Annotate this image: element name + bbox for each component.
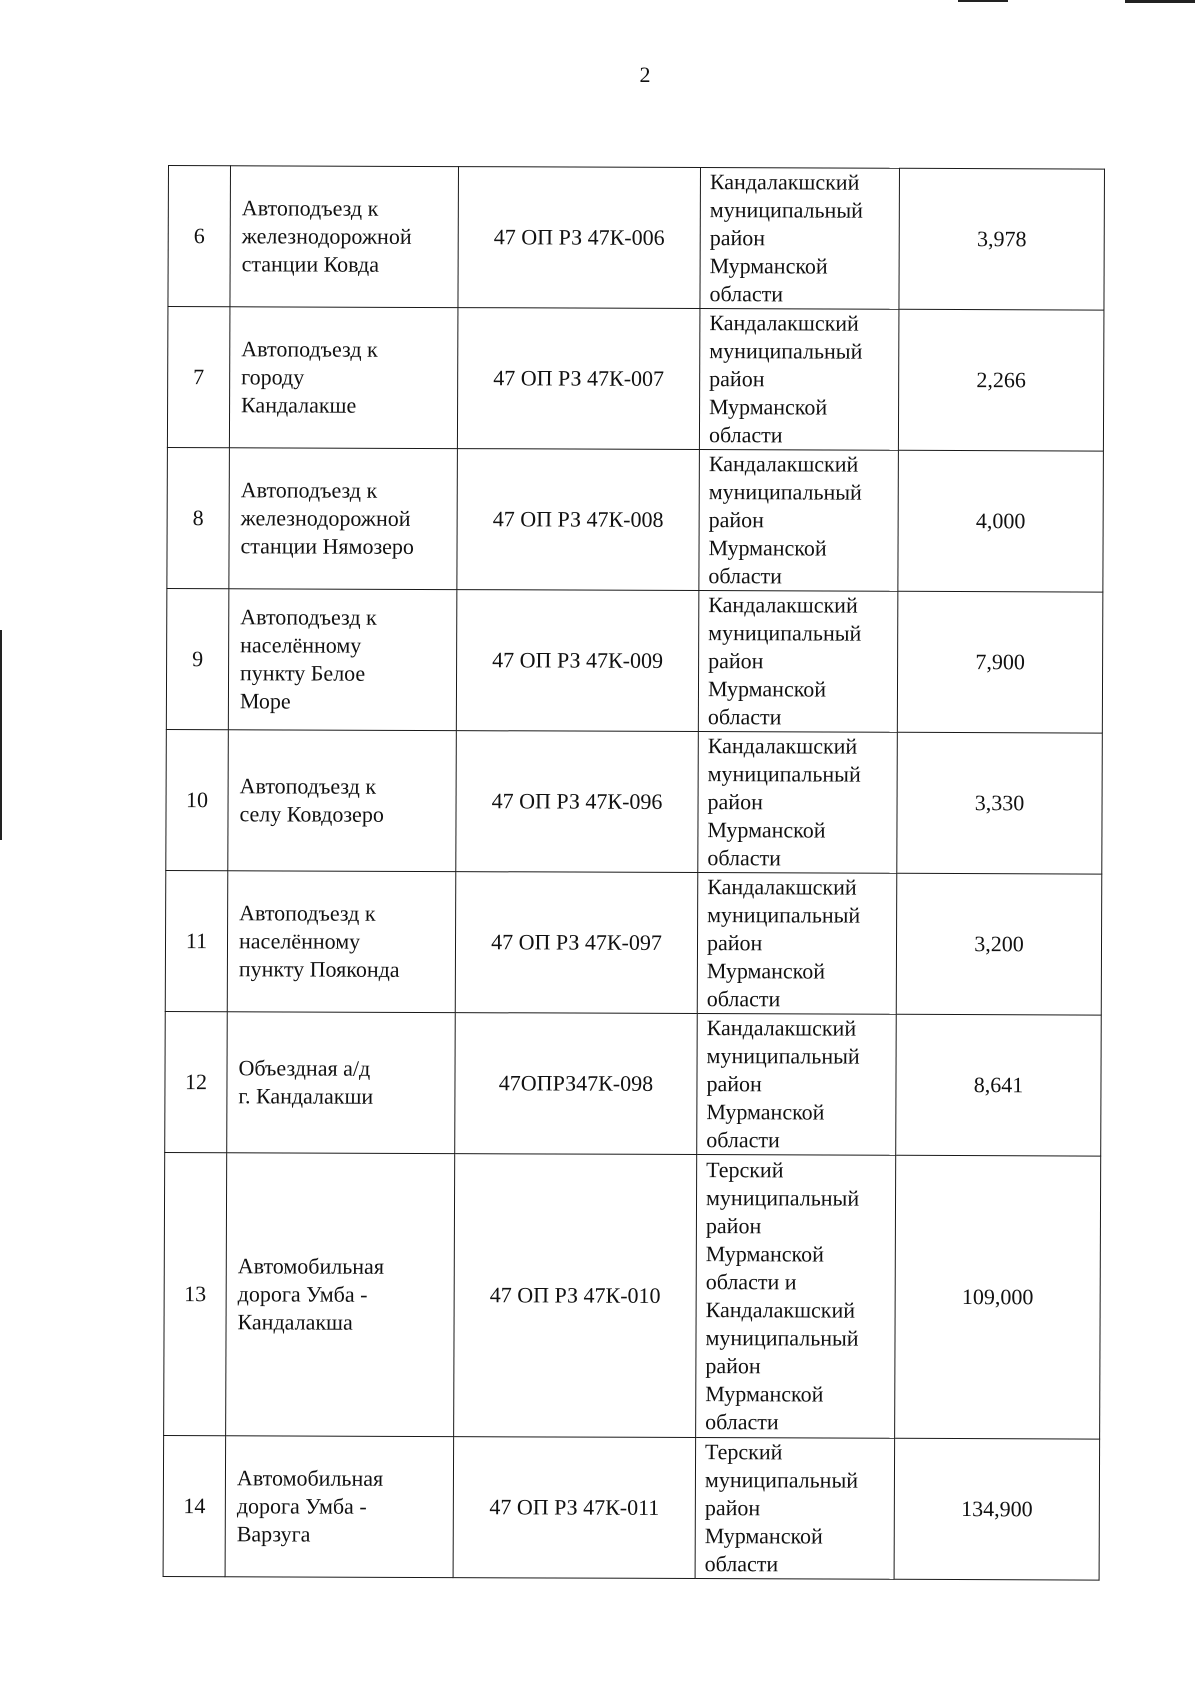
table-row	[167, 447, 1104, 592]
road-length: 4,000	[898, 450, 1104, 592]
table-row	[168, 166, 1105, 311]
road-code: 47 ОП РЗ 47К-009	[456, 590, 699, 732]
road-code: 47 ОП РЗ 47К-097	[455, 872, 698, 1014]
road-name: Автоподъезд к селу Ковдозеро	[228, 730, 457, 872]
road-district: Кандалакшский муниципальный район Мурманской области	[697, 1014, 897, 1156]
road-length: 3,978	[899, 168, 1105, 310]
table-row	[165, 870, 1102, 1015]
road-length: 2,266	[898, 309, 1104, 451]
road-name: Автомобильная дорога Умба - Варзуга	[225, 1436, 454, 1578]
road-district: Кандалакшский муниципальный район Мурманской области	[700, 168, 900, 310]
road-district: Терский муниципальный район Мурманской области	[695, 1438, 895, 1580]
table-row	[166, 588, 1103, 733]
row-number: 8	[167, 447, 230, 588]
road-name: Автомобильная дорога Умба - Кандалакша	[226, 1153, 455, 1437]
row-number: 13	[164, 1152, 227, 1435]
road-district: Кандалакшский муниципальный район Мурманской области	[698, 591, 898, 733]
scan-edge-mark	[958, 0, 1008, 2]
road-code: 47 ОП РЗ 47К-096	[456, 731, 699, 873]
page-number: 2	[639, 62, 651, 87]
table-row	[165, 1011, 1102, 1156]
row-number: 7	[167, 307, 230, 448]
table-row	[166, 729, 1103, 874]
road-name: Автоподъезд к железнодорожной станции Ковда	[230, 166, 459, 308]
road-district: Терский муниципальный район Мурманской области и Кандалакшский муниципальный район Мурманской области	[696, 1155, 896, 1439]
road-code: 47 ОП РЗ 47К-010	[454, 1154, 697, 1438]
road-length: 3,200	[896, 873, 1102, 1015]
row-number: 14	[163, 1435, 226, 1576]
table-row	[167, 307, 1104, 452]
road-code: 47 ОП РЗ 47К-008	[457, 449, 700, 591]
road-code: 47ОПРЗ47К-098	[455, 1013, 698, 1155]
road-length: 8,641	[896, 1014, 1102, 1156]
road-district: Кандалакшский муниципальный район Мурманской области	[697, 873, 897, 1015]
road-length: 3,330	[897, 732, 1103, 874]
road-code: 47 ОП РЗ 47К-011	[453, 1437, 696, 1579]
road-name: Объездная а/д г. Кандалакши	[227, 1012, 456, 1154]
road-name: Автоподъезд к населённому пункту Пояконда	[227, 871, 456, 1013]
row-number: 12	[165, 1011, 228, 1152]
road-name: Автоподъезд к городу Кандалакше	[229, 307, 458, 449]
road-district: Кандалакшский муниципальный район Мурманской области	[699, 309, 899, 451]
road-district: Кандалакшский муниципальный район Мурманской области	[699, 450, 899, 592]
road-name: Автоподъезд к железнодорожной станции Нямозеро	[229, 448, 458, 590]
row-number: 9	[166, 588, 229, 729]
row-number: 11	[165, 870, 228, 1011]
road-length: 7,900	[897, 591, 1103, 733]
road-code: 47 ОП РЗ 47К-007	[457, 308, 700, 450]
road-length: 109,000	[895, 1155, 1101, 1439]
road-district: Кандалакшский муниципальный район Мурманской области	[698, 732, 898, 874]
table-row	[163, 1435, 1100, 1580]
road-code: 47 ОП РЗ 47К-006	[458, 167, 701, 309]
roads-table	[163, 165, 1105, 1581]
road-name: Автоподъезд к населённому пункту Белое Море	[228, 589, 457, 731]
table-row	[164, 1152, 1101, 1439]
scan-edge-mark	[0, 630, 2, 840]
scan-edge-mark	[1125, 0, 1195, 3]
road-length: 134,900	[894, 1438, 1100, 1580]
row-number: 6	[168, 166, 231, 307]
row-number: 10	[166, 729, 229, 870]
